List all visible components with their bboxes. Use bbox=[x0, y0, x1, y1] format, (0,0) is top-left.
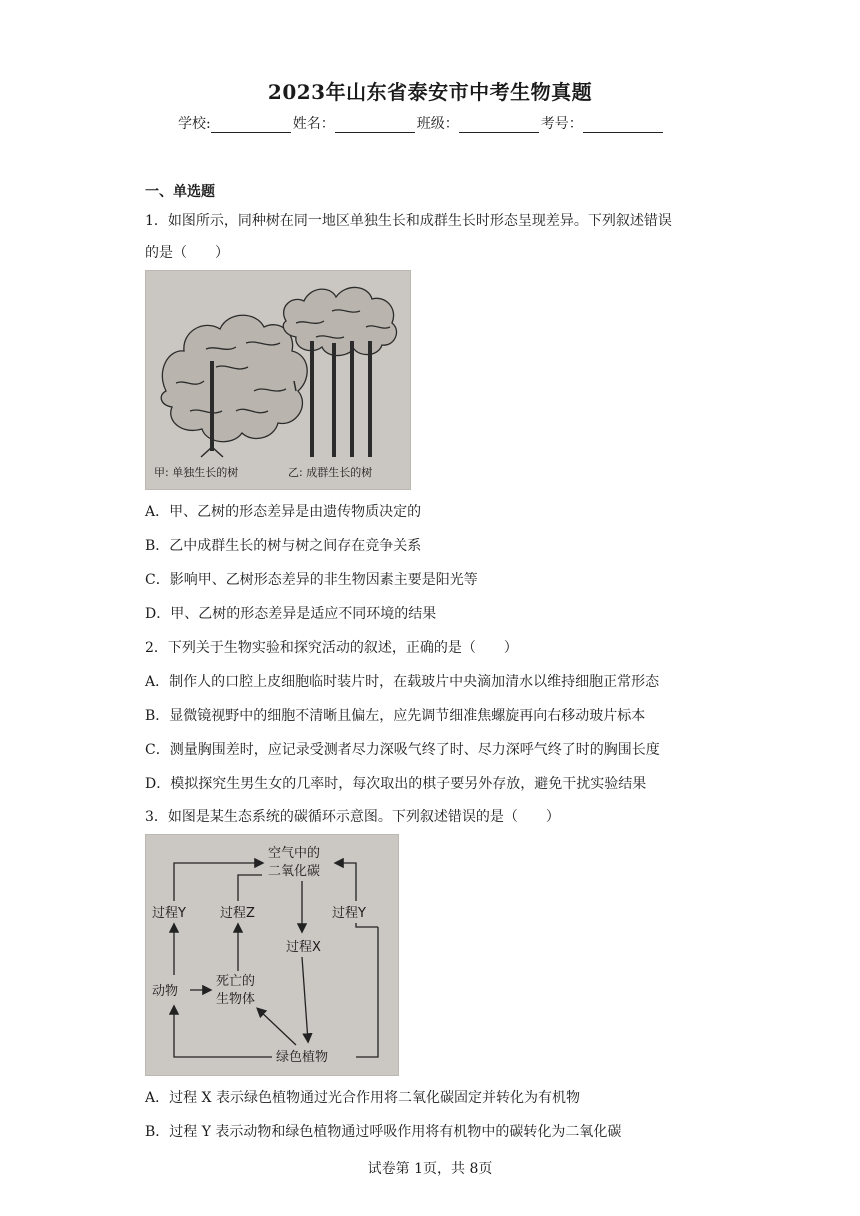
q2-option-c: C．测量胸围差时，应记录受测者尽力深吸气终了时、尽力深呼气终了时的胸围长度 bbox=[145, 742, 660, 758]
q2-option-b: B．显微镜视野中的细胞不清晰且偏左，应先调节细准焦螺旋再向右移动玻片标本 bbox=[145, 708, 646, 724]
q1-tree-figure bbox=[145, 270, 411, 490]
group-tree-caption: 乙: 成群生长的树 bbox=[288, 466, 373, 479]
class-blank bbox=[459, 117, 539, 133]
name-label: 姓名： bbox=[292, 116, 335, 132]
node-green-plant: 绿色植物 bbox=[276, 1050, 329, 1065]
q2-option-a: A．制作人的口腔上皮细胞临时装片时，在载玻片中央滴加清水以维持细胞正常形态 bbox=[145, 674, 660, 690]
page-footer: 试卷第 1页，共 8页 bbox=[367, 1161, 493, 1177]
label-process-x: 过程X bbox=[286, 940, 321, 955]
node-dead-organisms-line2: 生物体 bbox=[216, 992, 256, 1007]
q3-stem: 3．如图是某生态系统的碳循环示意图。下列叙述错误的是（ ） bbox=[145, 809, 560, 825]
node-air-co2-line1: 空气中的 bbox=[268, 846, 321, 861]
node-animal: 动物 bbox=[152, 984, 179, 999]
student-info-row bbox=[178, 113, 665, 133]
carbon-cycle-svg bbox=[146, 835, 399, 1076]
node-dead-organisms-line1: 死亡的 bbox=[216, 974, 256, 989]
page-title: 2023年山东省泰安市中考生物真题 bbox=[267, 80, 593, 104]
q1-stem-line1: 1．如图所示，同种树在同一地区单独生长和成群生长时形态呈现差异。下列叙述错误 bbox=[145, 213, 672, 229]
exam-number-blank bbox=[583, 117, 663, 133]
q2-stem: 2．下列关于生物实验和探究活动的叙述，正确的是（ ） bbox=[145, 640, 518, 656]
school-blank bbox=[211, 117, 291, 133]
name-blank bbox=[335, 117, 415, 133]
q1-stem-line2: 的是（ ） bbox=[145, 245, 229, 261]
tree-illustration bbox=[146, 271, 411, 490]
label-process-z: 过程Z bbox=[220, 906, 255, 921]
q1-option-a: A．甲、乙树的形态差异是由遗传物质决定的 bbox=[145, 504, 422, 520]
q2-option-d: D．模拟探究生男生女的几率时，每次取出的棋子要另外存放，避免干扰实验结果 bbox=[145, 776, 647, 792]
section-heading: 一、单选题 bbox=[145, 184, 215, 200]
q3-option-b: B．过程 Y 表示动物和绿色植物通过呼吸作用将有机物中的碳转化为二氧化碳 bbox=[145, 1124, 622, 1140]
school-label: 学校: bbox=[178, 116, 211, 132]
lone-tree-caption: 甲: 单独生长的树 bbox=[154, 466, 239, 479]
q3-carbon-cycle-diagram bbox=[145, 834, 399, 1076]
node-air-co2-line2: 二氧化碳 bbox=[268, 864, 321, 879]
label-process-y-right: 过程Y bbox=[332, 906, 366, 921]
q3-option-a: A．过程 X 表示绿色植物通过光合作用将二氧化碳固定并转化为有机物 bbox=[145, 1090, 580, 1106]
q1-option-c: C．影响甲、乙树形态差异的非生物因素主要是阳光等 bbox=[145, 572, 478, 588]
exam-number-label: 考号： bbox=[540, 116, 583, 132]
class-label: 班级： bbox=[416, 116, 459, 132]
q1-option-d: D．甲、乙树的形态差异是适应不同环境的结果 bbox=[145, 606, 437, 622]
label-process-y-left: 过程Y bbox=[152, 906, 186, 921]
q1-option-b: B．乙中成群生长的树与树之间存在竞争关系 bbox=[145, 538, 422, 554]
